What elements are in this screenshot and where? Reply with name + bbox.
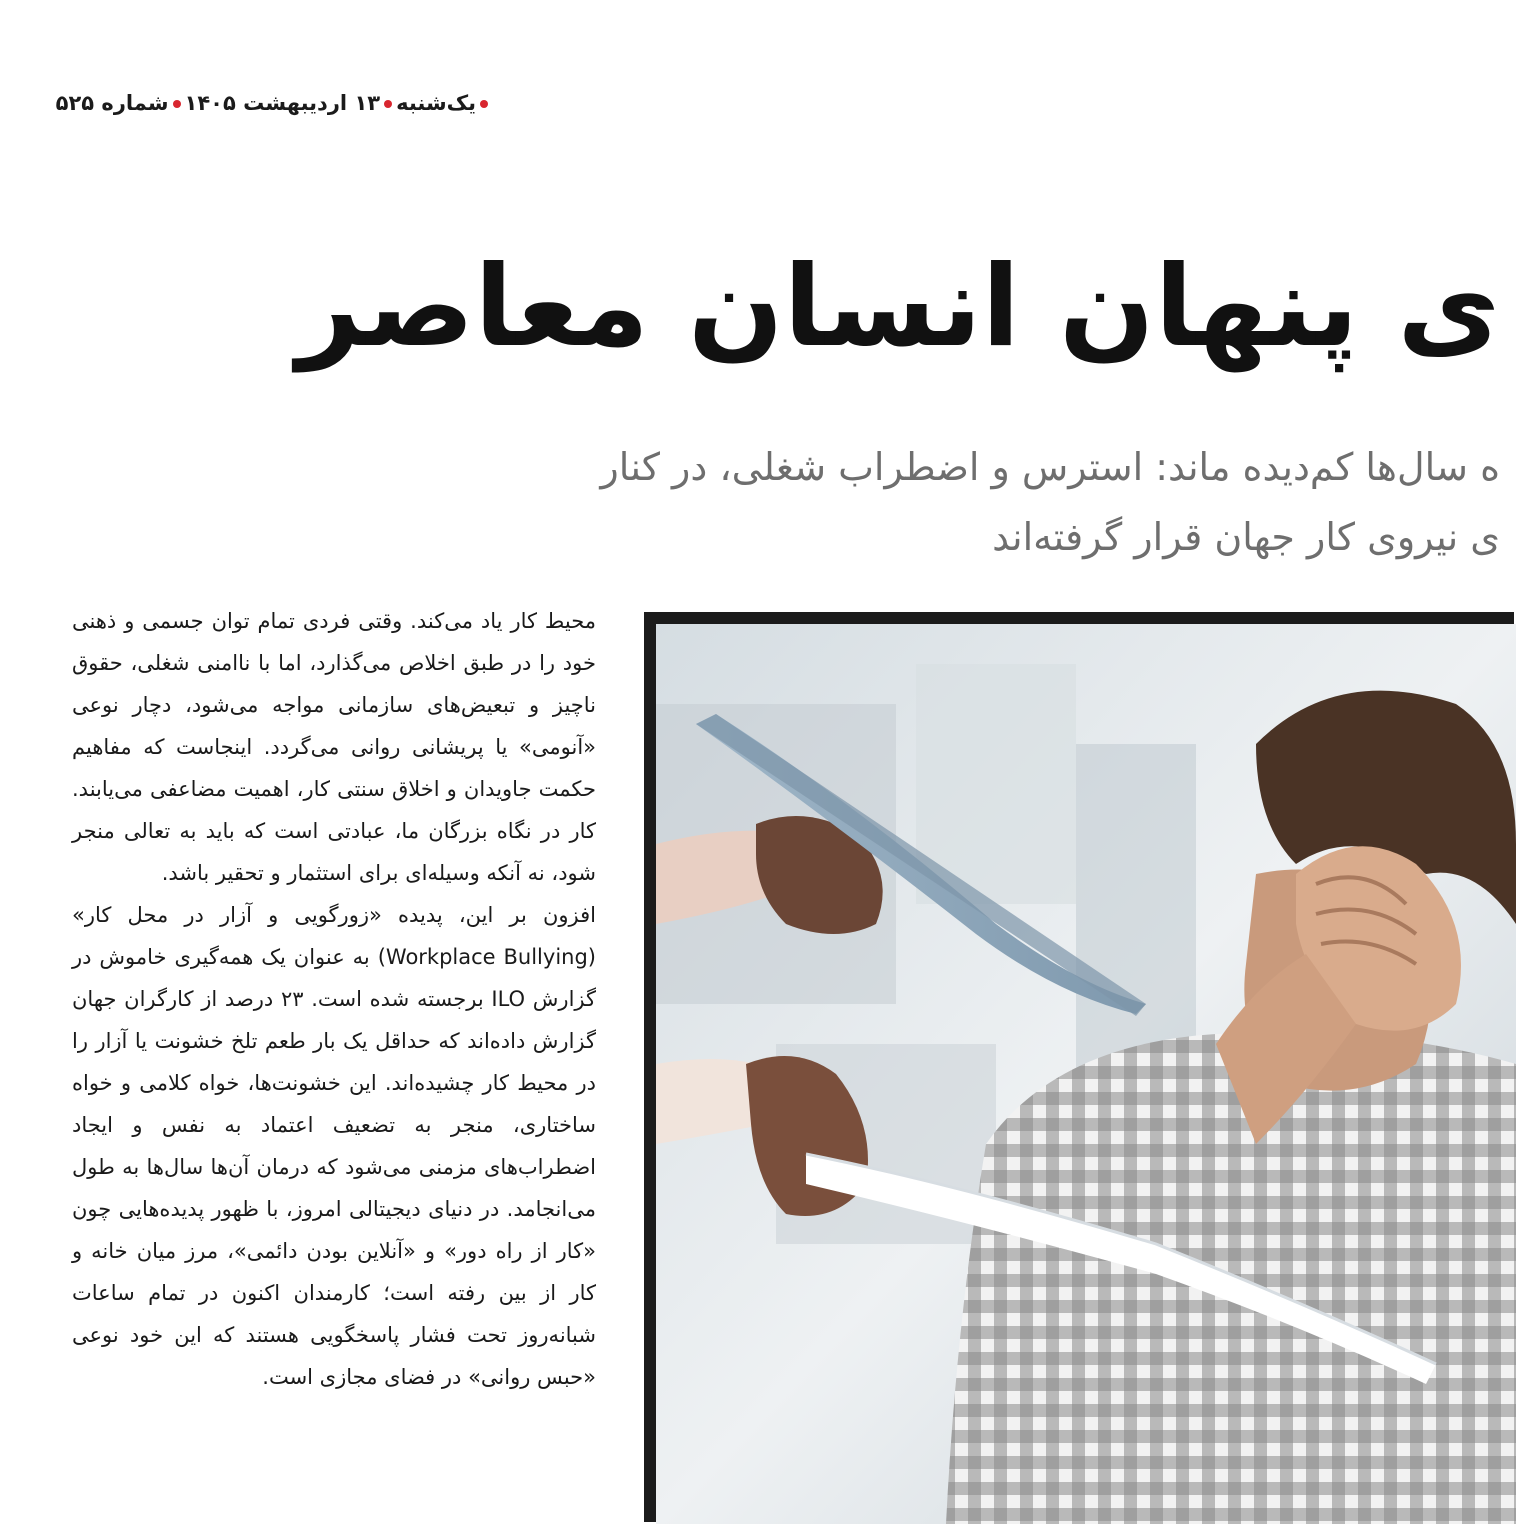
red-dot-icon (173, 100, 181, 108)
red-dot-icon (480, 100, 488, 108)
red-dot-icon (384, 100, 392, 108)
body-paragraph-2: افزون بر این، پدیده «زورگویی و آزار در محل کار» (Workplace Bullying) به عنوان یک همه‌گیری خاموش در گزارش ILO برجسته شده است. ۲۳ درصد از کارگران جهان گزارش داده‌اند که حداقل یک بار طعم تلخ خشونت یا آزار را در محیط کار چشیده‌اند. این خشونت‌ها، خواه کلامی و خواه ساختاری، منجر به تضعیف اعتماد به نفس و ایجاد اضطراب‌های مزمنی می‌شود که درمان آن‌ها سال‌ها به طول می‌انجامد. در دنیای دیجیتالی امروز، با ظهور پدیده‌هایی چون «کار از راه دور» و «آنلاین بودن دائمی»، مرز میان خانه و کار از بین رفته است؛ کارمندان اکنون در تمام ساعات شبانه‌روز تحت فشار پاسخگویی هستند که این خود نوعی «حبس روانی» در فضای مجازی است. (72, 903, 596, 1389)
article-photo (656, 624, 1516, 1524)
dateline-date: ۱۳ اردیبهشت ۱۴۰۵ (184, 91, 381, 115)
lead-line-1: ه سال‌ها کم‌دیده ماند: استرس و اضطراب شغلی، در کنار (600, 445, 1500, 489)
headline: ی پنهان انسان معاصر (296, 242, 1500, 372)
lead-subtitle (560, 432, 1500, 572)
article-body (72, 600, 596, 1398)
dateline-day: یک‌شنبه (396, 91, 476, 115)
dateline-issue: شماره ۵۲۵ (55, 91, 169, 115)
lead-line-2: ی نیروی کار جهان قرار گرفته‌اند (992, 515, 1500, 559)
stressed-worker-illustration (656, 624, 1516, 1524)
photo-frame (644, 612, 1514, 1522)
dateline (55, 84, 492, 122)
body-paragraph-1: محیط کار یاد می‌کند. وقتی فردی تمام توان جسمی و ذهنی خود را در طبق اخلاص می‌گذارد، اما با ناامنی شغلی، حقوق ناچیز و تبعیض‌های سازمانی مواجه می‌شود، دچار نوعی «آنومی» یا پریشانی روانی می‌گردد. اینجاست که مفاهیم حکمت جاویدان و اخلاق سنتی کار، اهمیت مضاعفی می‌یابند. کار در نگاه بزرگان ما، عبادتی است که باید به تعالی منجر شود، نه آنکه وسیله‌ای برای استثمار و تحقیر باشد. (72, 609, 596, 885)
